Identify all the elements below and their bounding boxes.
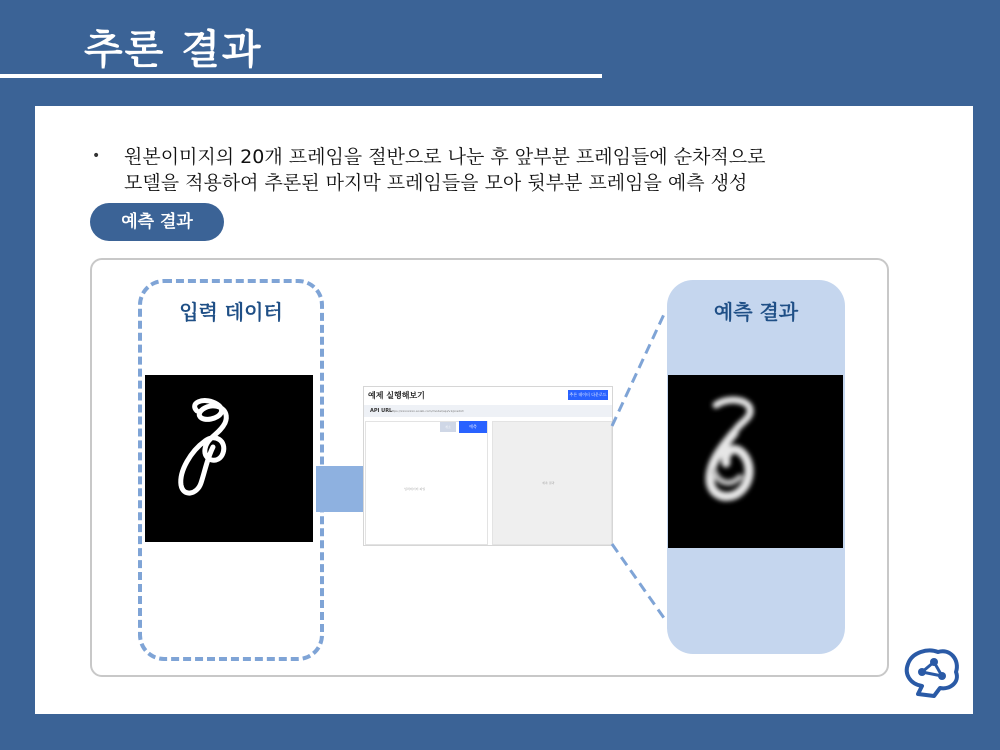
bullet-dot: • — [92, 148, 101, 164]
predict-button[interactable]: 예측 — [459, 421, 487, 433]
predicted-digit-image — [668, 375, 843, 548]
slide-title: 추론 결과 — [84, 27, 263, 73]
input-digit-image — [145, 375, 313, 542]
bullet-text — [124, 144, 884, 196]
bullet-line-1: 원본이미지의 20개 프레임을 절반으로 나눈 후 앞부분 프레임들에 순차적으로 — [124, 146, 766, 168]
prediction-result-label: 예측 결과 — [713, 300, 799, 324]
url-value: https://xxxxxxxx.ai-lab.com/model/api/v1/predict — [390, 409, 464, 413]
cancel-button[interactable]: 취소 — [440, 422, 456, 432]
url-label: API URL — [370, 408, 393, 414]
download-button[interactable]: 추론 데이터 다운로드 — [568, 390, 608, 400]
input-pane — [365, 421, 488, 545]
bullet-line-2: 모델을 적용하여 추론된 마지막 프레임들을 모아 뒷부분 프레임을 예측 생성 — [124, 172, 748, 194]
zoom-connector — [608, 300, 672, 626]
section-pill: 예측 결과 — [90, 203, 224, 241]
input-placeholder: 입력데이터 파일 — [404, 487, 426, 491]
screen-title: 예제 실행해보기 — [368, 391, 425, 400]
result-placeholder: 예측 결과 — [542, 481, 555, 485]
app-screenshot — [363, 386, 613, 546]
brand-logo-icon — [900, 644, 962, 702]
title-underline — [0, 74, 602, 78]
input-data-label: 입력 데이터 — [179, 300, 283, 324]
